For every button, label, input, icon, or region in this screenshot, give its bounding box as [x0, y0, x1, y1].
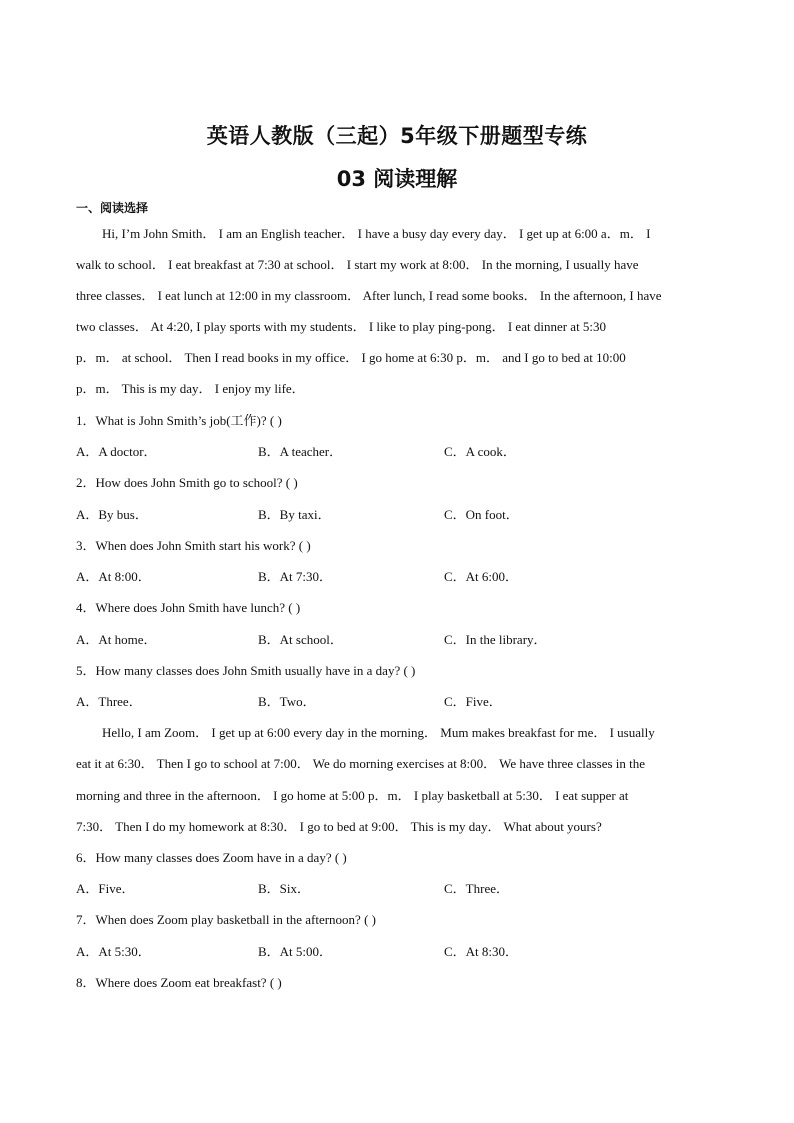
option-3c: C．At 6:00．: [444, 569, 519, 584]
option-3b: B．At 7:30．: [258, 569, 333, 584]
option-6a: A．Five．: [76, 881, 135, 896]
question-5: 5．How many classes does John Smith usually have in a day? ( ): [76, 663, 416, 678]
question-8: 8．Where does Zoom eat breakfast? ( ): [76, 975, 282, 990]
passage1-line: walk to school． I eat breakfast at 7:30 at school． I start my work at 8:00． In the morning, I usually have: [76, 257, 639, 272]
option-6b: B．Six．: [258, 881, 311, 896]
option-1a: A．A doctor．: [76, 444, 157, 459]
question-1: 1．What is John Smith’s job(工作)? ( ): [76, 413, 282, 428]
option-4a: A．At home．: [76, 632, 157, 647]
option-7c: C．At 8:30．: [444, 944, 519, 959]
question-7: 7．When does Zoom play basketball in the afternoon? ( ): [76, 912, 376, 927]
option-2a: A．By bus．: [76, 507, 148, 522]
passage1-line: two classes． At 4:20, I play sports with my students． I like to play ping-pong． I eat dinner at 5:30: [76, 319, 607, 334]
question-4: 4．Where does John Smith have lunch? ( ): [76, 600, 301, 615]
option-5b: B．Two．: [258, 694, 316, 709]
question-6: 6．How many classes does Zoom have in a day? ( ): [76, 850, 347, 865]
option-2b: B．By taxi．: [258, 507, 331, 522]
passage1-line: Hi, I’m John Smith． I am an English teacher． I have a busy day every day． I get up at 6:00 a．m． I: [102, 226, 651, 241]
option-1c: C．A cook．: [444, 444, 516, 459]
page-title: 英语人教版（三起）5年级下册题型专练: [206, 124, 588, 148]
question-2: 2．How does John Smith go to school? ( ): [76, 475, 298, 490]
option-2c: C．On foot．: [444, 507, 519, 522]
option-3a: A．At 8:00．: [76, 569, 151, 584]
section-heading: 一、阅读选择: [76, 201, 149, 215]
passage1-line: three classes． I eat lunch at 12:00 in my classroom． After lunch, I read some books． In the afternoon, I have: [76, 288, 662, 303]
option-6c: C．Three．: [444, 881, 509, 896]
passage2-line: eat it at 6:30． Then I go to school at 7:00． We do morning exercises at 8:00． We have three classes in the: [76, 756, 646, 771]
page-subtitle: 03 阅读理解: [336, 167, 458, 191]
passage2-line: 7:30． Then I do my homework at 8:30． I go to bed at 9:00． This is my day． What about yours?: [76, 819, 602, 834]
passage1-line: p．m． at school． Then I read books in my office． I go home at 6:30 p．m． and I go to bed at 10:00: [76, 350, 626, 365]
passage2-line: morning and three in the afternoon． I go home at 5:00 p．m． I play basketball at 5:30． I eat supper at: [76, 788, 629, 803]
passage2-line: Hello, I am Zoom． I get up at 6:00 every day in the morning． Mum makes breakfast for me． I usually: [102, 725, 655, 740]
passage1-line: p．m． This is my day． I enjoy my life．: [76, 381, 305, 396]
option-7b: B．At 5:00．: [258, 944, 333, 959]
question-3: 3．When does John Smith start his work? ( ): [76, 538, 311, 553]
option-4c: C．In the library．: [444, 632, 547, 647]
option-5c: C．Five．: [444, 694, 502, 709]
option-5a: A．Three．: [76, 694, 142, 709]
option-7a: A．At 5:30．: [76, 944, 151, 959]
option-1b: B．A teacher．: [258, 444, 343, 459]
option-4b: B．At school．: [258, 632, 343, 647]
